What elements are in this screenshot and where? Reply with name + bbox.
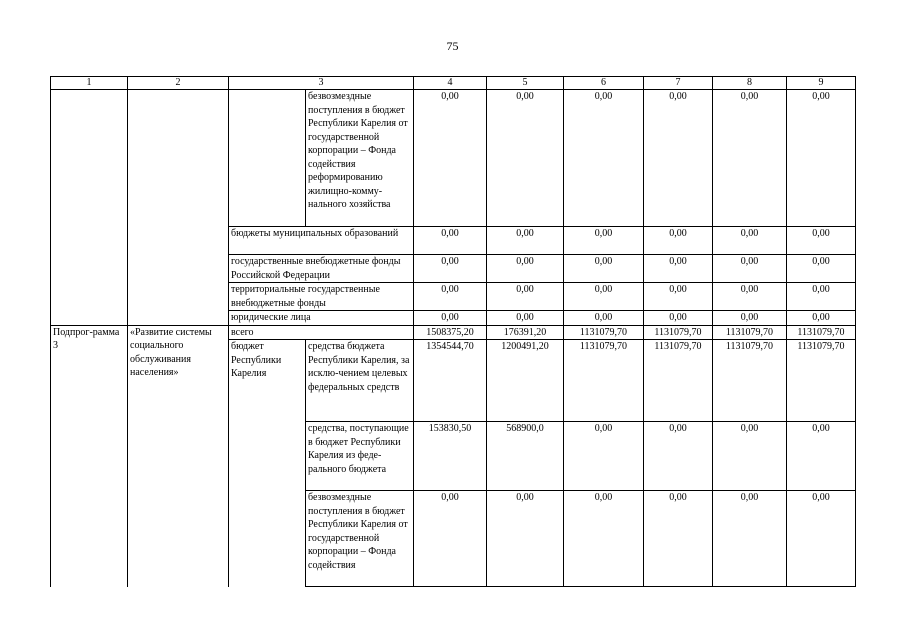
value-cell: 0,00 [414,283,487,311]
table-row [51,90,856,227]
value-cell: 0,00 [487,491,564,587]
value-cell: 153830,50 [414,422,487,491]
value-cell: 0,00 [564,90,644,227]
value-cell: 0,00 [564,422,644,491]
value-cell: 1508375,20 [414,325,487,340]
table-row [51,325,856,340]
value-cell: 0,00 [414,491,487,587]
value-cell: 0,00 [787,255,856,283]
value-cell: 0,00 [414,255,487,283]
header-cell: 3 [229,77,414,90]
value-cell: 1131079,70 [564,325,644,340]
value-cell: 0,00 [713,227,787,255]
value-cell: 1131079,70 [787,340,856,422]
header-cell: 4 [414,77,487,90]
row-label: средства бюджета Республики Карелия, за исклю-чением целевых федеральных средств [306,340,414,422]
empty-cell [229,90,306,227]
value-cell: 0,00 [644,227,713,255]
value-cell: 176391,20 [487,325,564,340]
group-label: бюджет Республики Карелия [229,340,306,587]
value-cell: 1131079,70 [713,325,787,340]
value-cell: 0,00 [564,227,644,255]
row-label: территориальные государственные внебюджетные фонды [229,283,414,311]
header-cell: 5 [487,77,564,90]
header-cell: 2 [128,77,229,90]
value-cell: 0,00 [787,311,856,326]
value-cell: 0,00 [564,491,644,587]
value-cell: 1131079,70 [713,340,787,422]
value-cell: 0,00 [644,283,713,311]
row-label: безвозмездные поступления в бюджет Республики Карелия от государственной корпорации – Фонда содействия реформированию жилищно-комму-нального хозяйства [306,90,414,227]
value-cell: 0,00 [564,283,644,311]
budget-table [50,76,856,587]
value-cell: 1131079,70 [787,325,856,340]
value-cell: 0,00 [787,422,856,491]
page-number: 75 [446,39,459,53]
value-cell: 0,00 [713,491,787,587]
value-cell: 1200491,20 [487,340,564,422]
value-cell: 0,00 [414,227,487,255]
row-label: бюджеты муниципальных образований [229,227,414,255]
value-cell: 0,00 [644,255,713,283]
value-cell: 0,00 [487,283,564,311]
row-label: средства, поступающие в бюджет Республики Карелия из феде-рального бюджета [306,422,414,491]
value-cell: 0,00 [644,422,713,491]
value-cell: 0,00 [787,227,856,255]
value-cell: 0,00 [414,90,487,227]
value-cell: 1131079,70 [644,340,713,422]
empty-cell [128,90,229,326]
value-cell: 1131079,70 [564,340,644,422]
value-cell: 0,00 [713,90,787,227]
header-cell: 6 [564,77,644,90]
value-cell: 0,00 [644,90,713,227]
row-label: юридические лица [229,311,414,326]
value-cell: 0,00 [787,283,856,311]
header-cell: 7 [644,77,713,90]
value-cell: 0,00 [713,255,787,283]
value-cell: 0,00 [487,227,564,255]
row-label: безвозмездные поступления в бюджет Республики Карелия от государственной корпорации – Фонда содействия [306,491,414,587]
value-cell: 0,00 [713,283,787,311]
table-header-row [51,77,856,90]
value-cell: 0,00 [487,90,564,227]
value-cell: 1354544,70 [414,340,487,422]
value-cell: 0,00 [713,311,787,326]
value-cell: 0,00 [787,491,856,587]
value-cell: 0,00 [787,90,856,227]
value-cell: 0,00 [564,311,644,326]
value-cell: 0,00 [644,311,713,326]
subprogram-title: «Развитие системы социального обслуживания населения» [128,325,229,587]
value-cell: 0,00 [487,255,564,283]
value-cell: 0,00 [414,311,487,326]
empty-cell [51,90,128,326]
header-cell: 1 [51,77,128,90]
subprogram-name: Подпрог-рамма 3 [51,325,128,587]
value-cell: 0,00 [487,311,564,326]
header-cell: 8 [713,77,787,90]
value-cell: 1131079,70 [644,325,713,340]
row-label: всего [229,325,414,340]
row-label: государственные внебюджетные фонды Российской Федерации [229,255,414,283]
header-cell: 9 [787,77,856,90]
value-cell: 0,00 [644,491,713,587]
value-cell: 568900,0 [487,422,564,491]
value-cell: 0,00 [713,422,787,491]
value-cell: 0,00 [564,255,644,283]
